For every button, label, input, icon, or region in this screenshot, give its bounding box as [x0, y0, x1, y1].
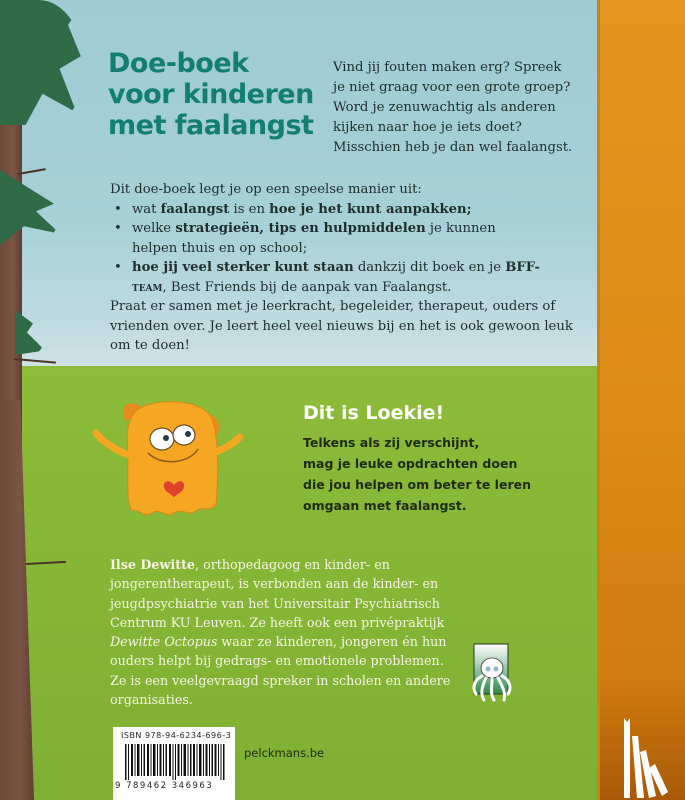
- intro-text: [333, 58, 593, 158]
- intro-line: kijken naar hoe je iets doet?: [333, 120, 522, 135]
- intro-line: Misschien heb je dan wel faalangst.: [333, 140, 573, 155]
- description-lead: Dit doe-boek legt je op een speelse manier uit:: [110, 182, 422, 197]
- practice-name: Dewitte Octopus: [110, 634, 218, 650]
- octopus-logo-icon: [470, 642, 512, 702]
- title-line: Doe-boek: [108, 48, 249, 79]
- description: [110, 180, 590, 356]
- loekie-monster-illustration: [86, 393, 246, 523]
- isbn-barcode: [113, 727, 235, 800]
- feature-item: • hoe jij veel sterker kunt staan dankzij dit boek en je BFF-team, Best Friends bij de aanpak van Faalangst.: [110, 258, 572, 297]
- pelckmans-books-logo-icon: [622, 718, 674, 800]
- loekie-heading: Dit is Loekie!: [303, 402, 445, 424]
- intro-line: je niet graag voor een grote groep?: [333, 80, 571, 95]
- loekie-description: Telkens als zij verschijnt, mag je leuke opdrachten doen die jou helpen om beter te leren omgaan met faalangst.: [303, 435, 531, 513]
- barcode-icon: [125, 744, 225, 780]
- title-line: met faalangst: [108, 110, 314, 141]
- book-spine: [597, 0, 685, 800]
- intro-line: Vind jij fouten maken erg? Spreek: [333, 60, 562, 75]
- author-bio: Ilse Dewitte, orthopedagoog en kinder- en jongerentherapeut, is verbonden aan de kinder- en jeugdpsychiatrie van het Universitair Psychiatrisch Centrum KU Leuven. Ze heeft ook een privépraktijk Dewitte Octopus waar ze kinderen, jongeren én hun ouders helpt bij gedrags- en emotionele problemen. Ze is een veelgevraagd spreker in scholen en andere organisaties.: [110, 557, 451, 708]
- isbn-label: ISBN 978-94-6234-696-3: [121, 731, 232, 740]
- description-closing: Praat er samen met je leerkracht, begeleider, therapeut, ouders of vrienden over. Je leert heel veel nieuws bij en het is ook gewoon leuk om te doen!: [110, 299, 573, 353]
- feature-item: • welke strategieën, tips en hulpmiddelen je kunnen helpen thuis en op school;: [110, 219, 542, 258]
- title-line: voor kinderen: [108, 79, 314, 110]
- publisher-url: pelckmans.be: [244, 746, 325, 760]
- feature-list: [110, 200, 590, 298]
- intro-line: Word je zenuwachtig als anderen: [333, 100, 556, 115]
- book-title: [108, 48, 318, 141]
- feature-item: • wat faalangst is en hoe je het kunt aanpakken;: [110, 200, 590, 220]
- author-name: Ilse Dewitte: [110, 557, 195, 572]
- isbn-digits: 9 789462 346963: [115, 781, 214, 791]
